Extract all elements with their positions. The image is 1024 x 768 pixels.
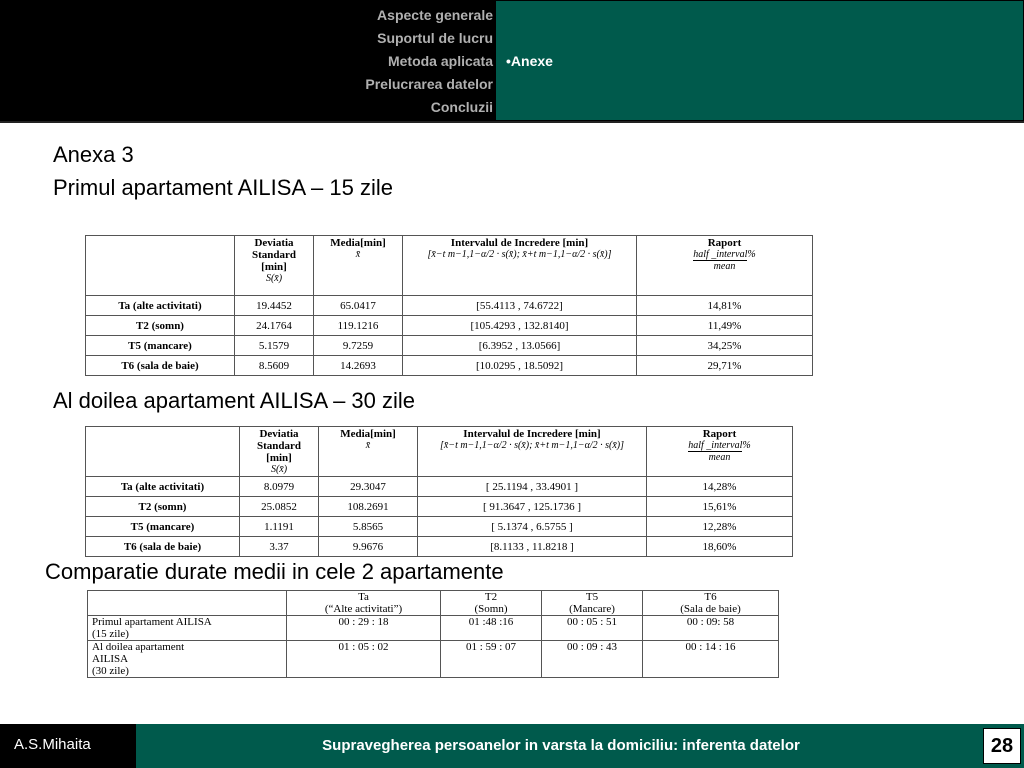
table-row: [88, 641, 779, 678]
ratio-numerator: half _interval: [693, 249, 748, 260]
footer-author-box: [0, 724, 136, 768]
ratio-percent: %: [747, 249, 756, 260]
cell-t6: 00 : 14 : 16: [643, 641, 779, 678]
header-ta-code: Ta: [358, 591, 369, 603]
annex-title: Anexa 3: [53, 142, 134, 167]
comparison-table: [87, 590, 779, 678]
second-apartment-title: Al doilea apartament AILISA – 30 zile: [53, 388, 416, 413]
ratio-numerator: half _interval: [688, 440, 743, 451]
header-t2: [441, 591, 542, 616]
table-row: [88, 616, 779, 641]
menu-item-concluzii[interactable]: Concluzii: [430, 99, 493, 115]
cell-ratio: 29,71%: [637, 356, 813, 376]
header-mean: [314, 236, 403, 296]
ratio-denominator: mean: [708, 452, 731, 463]
cell-ta: 00 : 29 : 18: [287, 616, 441, 641]
ci-formula: [x̄−t m−1,1−α/2 · s(x̄); x̄+t m−1,1−α/2 · s(x̄)]: [439, 440, 624, 451]
row-label: T5 (mancare): [86, 517, 240, 537]
row-label: T6 (sala de baie): [86, 537, 240, 557]
stats-table-first: [85, 235, 813, 376]
header-t6: [643, 591, 779, 616]
cell-mean: 14.2693: [314, 356, 403, 376]
menu-item-metoda[interactable]: Metoda aplicata: [387, 53, 493, 69]
cell-ci: [6.3952 , 13.0566]: [403, 336, 637, 356]
menu-item-aspecte[interactable]: Aspecte generale: [377, 7, 493, 23]
first-apartment-title: Primul apartament AILISA – 15 zile: [53, 175, 393, 200]
ratio-denominator: mean: [713, 261, 736, 272]
cell-dev: 19.4452: [235, 296, 314, 316]
cell-ta: 01 : 05 : 02: [287, 641, 441, 678]
cell-t2: 01 : 59 : 07: [441, 641, 542, 678]
footer-title: Supravegherea persoanelor in varsta la domiciliu: inferenta datelor: [322, 737, 800, 754]
row-label: T5 (mancare): [86, 336, 235, 356]
comparison-title: Comparatie durate medii in cele 2 apartamente: [45, 559, 504, 584]
cell-dev: 8.0979: [240, 477, 319, 497]
table-row: [86, 477, 793, 497]
header-ci: [403, 236, 637, 296]
cell-ratio: 34,25%: [637, 336, 813, 356]
cell-dev: 24.1764: [235, 316, 314, 336]
row-label: T2 (somn): [86, 316, 235, 336]
row-label-line: (30 zile): [92, 665, 129, 677]
ratio-label: Raport: [702, 428, 737, 440]
row-label-line: AILISA: [92, 653, 129, 665]
cell-t5: 00 : 05 : 51: [542, 616, 643, 641]
mean-symbol: x̄: [365, 440, 371, 451]
table-row: [86, 517, 793, 537]
header-active-panel: [495, 0, 1024, 121]
header-ratio: [647, 427, 793, 477]
row-label: T2 (somn): [86, 497, 240, 517]
section-menu: [365, 4, 493, 119]
header-t2-desc: (Somn): [474, 603, 508, 615]
cell-ci: [ 5.1374 , 6.5755 ]: [418, 517, 647, 537]
std-dev-label: Deviatia Standard [min]: [256, 428, 302, 464]
cell-ci: [ 25.1194 , 33.4901 ]: [418, 477, 647, 497]
cell-dev: 25.0852: [240, 497, 319, 517]
header-empty-cell: [86, 236, 235, 296]
cell-ci: [55.4113 , 74.6722]: [403, 296, 637, 316]
std-dev-label: Deviatia Standard [min]: [251, 237, 297, 273]
table-row: [86, 336, 813, 356]
mean-symbol: x̄: [355, 249, 361, 260]
header-ratio: [637, 236, 813, 296]
cell-mean: 5.8565: [319, 517, 418, 537]
header-divider: [0, 121, 1024, 123]
cell-dev: 8.5609: [235, 356, 314, 376]
cell-ratio: 14,28%: [647, 477, 793, 497]
cell-ci: [10.0295 , 18.5092]: [403, 356, 637, 376]
std-dev-symbol: S(x̄): [270, 464, 288, 475]
stats-table-second: [85, 426, 793, 557]
cell-dev: 5.1579: [235, 336, 314, 356]
ratio-percent: %: [742, 440, 751, 451]
row-label: [88, 616, 287, 641]
cell-ratio: 12,28%: [647, 517, 793, 537]
table-row: [86, 537, 793, 557]
cell-ci: [ 91.3647 , 125.1736 ]: [418, 497, 647, 517]
cell-t6: 00 : 09: 58: [643, 616, 779, 641]
header-std-dev: [235, 236, 314, 296]
cell-mean: 108.2691: [319, 497, 418, 517]
menu-item-prelucrare[interactable]: Prelucrarea datelor: [365, 76, 493, 92]
header-t6-desc: (Sala de baie): [680, 603, 741, 615]
cell-ratio: 14,81%: [637, 296, 813, 316]
row-label: Ta (alte activitati): [86, 477, 240, 497]
row-label: Ta (alte activitati): [86, 296, 235, 316]
header-empty-cell: [88, 591, 287, 616]
cell-t2: 01 :48 :16: [441, 616, 542, 641]
header-ta-desc: (“Alte activitati”): [324, 603, 403, 615]
table-row: [86, 497, 793, 517]
row-label-line: (15 zile): [92, 628, 129, 640]
ci-formula: [x̄−t m−1,1−α/2 · s(x̄); x̄+t m−1,1−α/2 · s(x̄)]: [427, 249, 612, 260]
table-row: [86, 356, 813, 376]
cell-ci: [8.1133 , 11.8218 ]: [418, 537, 647, 557]
mean-label: Media[min]: [340, 428, 396, 440]
cell-mean: 119.1216: [314, 316, 403, 336]
ratio-label: Raport: [707, 237, 742, 249]
active-section-anexe[interactable]: •Anexe: [506, 53, 553, 69]
footer-author: A.S.Mihaita: [14, 736, 91, 753]
header-ci: [418, 427, 647, 477]
header-ta: [287, 591, 441, 616]
table-row: [86, 316, 813, 336]
header-t6-code: T6: [704, 591, 717, 603]
cell-ratio: 11,49%: [637, 316, 813, 336]
cell-mean: 65.0417: [314, 296, 403, 316]
header-std-dev: [240, 427, 319, 477]
cell-dev: 3.37: [240, 537, 319, 557]
cell-ci: [105.4293 , 132.8140]: [403, 316, 637, 336]
cell-ratio: 15,61%: [647, 497, 793, 517]
mean-label: Media[min]: [330, 237, 386, 249]
ci-label: Intervalul de Incredere [min]: [450, 237, 589, 249]
cell-t5: 00 : 09 : 43: [542, 641, 643, 678]
header-t2-code: T2: [484, 591, 498, 603]
cell-ratio: 18,60%: [647, 537, 793, 557]
cell-mean: 9.9676: [319, 537, 418, 557]
row-label: T6 (sala de baie): [86, 356, 235, 376]
ci-label: Intervalul de Incredere [min]: [463, 428, 601, 440]
header-empty-cell: [86, 427, 240, 477]
ratio-formula: [651, 440, 788, 464]
row-label-line: Al doilea apartament: [92, 641, 185, 653]
cell-mean: 9.7259: [314, 336, 403, 356]
row-label: [88, 641, 287, 678]
row-label-line: Primul apartament AILISA: [92, 616, 212, 628]
header-t5-code: T5: [585, 591, 599, 603]
header-t5-desc: (Mancare): [569, 603, 615, 615]
std-dev-symbol: S(x̄): [265, 273, 283, 284]
header-mean: [319, 427, 418, 477]
header-t5: [542, 591, 643, 616]
header-nav-panel: [0, 0, 495, 121]
cell-mean: 29.3047: [319, 477, 418, 497]
ratio-formula: [641, 249, 808, 273]
table-row: [86, 296, 813, 316]
page-number: 28: [983, 728, 1021, 764]
menu-item-suport[interactable]: Suportul de lucru: [377, 30, 493, 46]
cell-dev: 1.1191: [240, 517, 319, 537]
